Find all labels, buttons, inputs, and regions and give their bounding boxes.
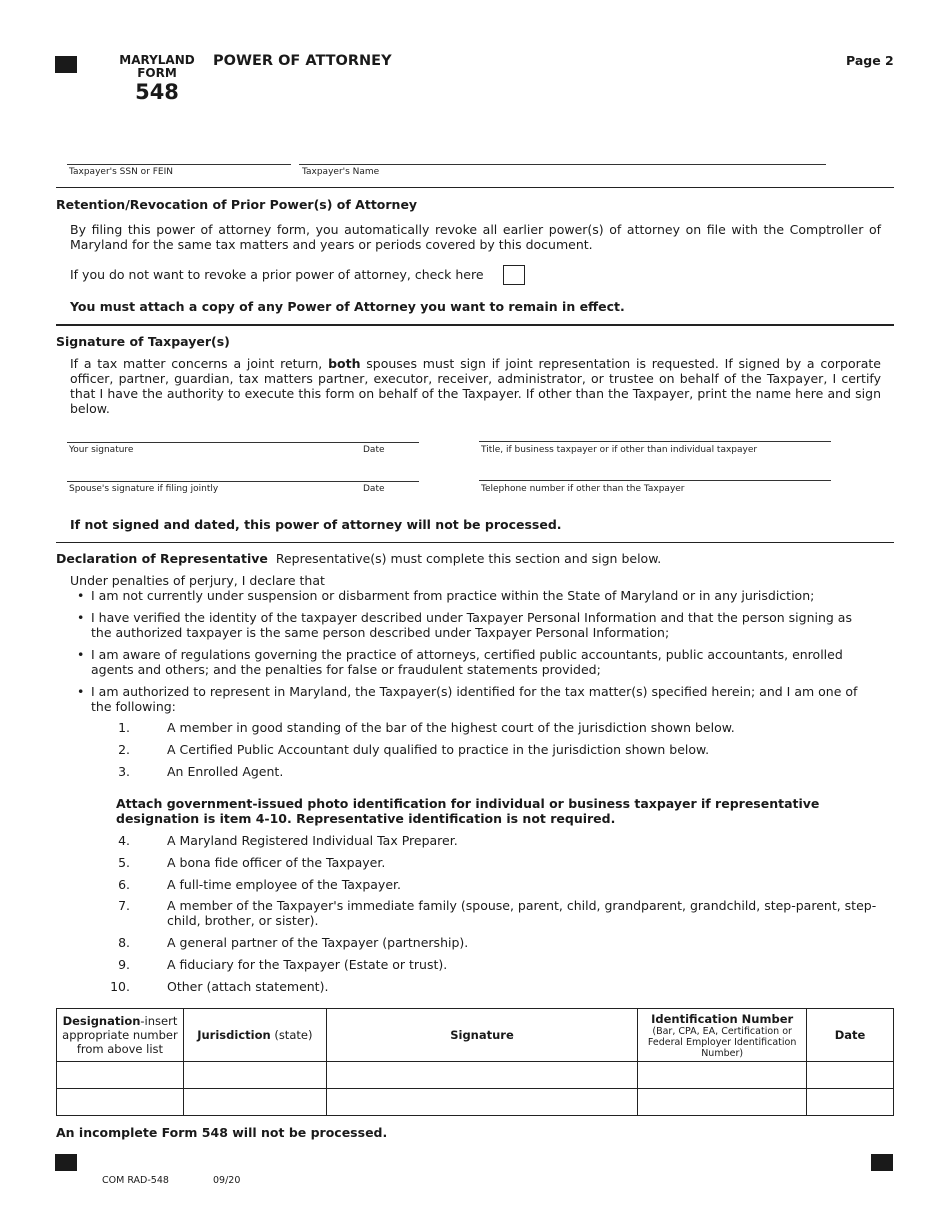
item-number: 4.: [118, 833, 130, 848]
title-label: Title, if business taxpayer or if other than individual taxpayer: [481, 445, 758, 455]
telephone-label: Telephone number if other than the Taxpayer: [481, 484, 685, 494]
signature-header: Signature: [326, 1009, 637, 1062]
table-header-row: [57, 1009, 894, 1062]
declaration-heading-row: [56, 551, 661, 566]
jurisdiction-header-bold: Jurisdiction: [197, 1028, 271, 1042]
jurisdiction-header-text: (state): [270, 1028, 313, 1042]
item-text: An Enrolled Agent.: [167, 764, 284, 779]
signature-heading: Signature of Taxpayer(s): [56, 334, 230, 349]
signature-cell[interactable]: [326, 1089, 637, 1116]
declaration-intro: Representative(s) must complete this section and sign below.: [275, 551, 662, 566]
date-cell[interactable]: [807, 1089, 894, 1116]
ssn-fein-line[interactable]: [67, 164, 291, 165]
designation-cell[interactable]: [57, 1062, 184, 1089]
item-number: 3.: [118, 764, 130, 779]
divider: [56, 542, 894, 543]
signature-cell[interactable]: [326, 1062, 637, 1089]
id-number-cell[interactable]: [638, 1089, 807, 1116]
registration-mark-bottom-right: [871, 1154, 893, 1171]
under-penalties: Under penalties of perjury, I declare that: [70, 573, 325, 588]
id-number-header-text: (Bar, CPA, EA, Certification or Federal Employer Identification Number): [647, 1025, 797, 1059]
item-number: 5.: [118, 855, 130, 870]
list-item: • I am authorized to represent in Maryland, the Taxpayer(s) identified for the tax matter(s) specified herein; and I am one of the following:: [70, 684, 875, 714]
title-line[interactable]: [479, 441, 831, 442]
date-label: Date: [363, 445, 385, 455]
table-row: [57, 1062, 894, 1089]
item-text: Other (attach statement).: [167, 979, 329, 994]
page-title: POWER OF ATTORNEY: [213, 53, 392, 69]
date-cell[interactable]: [807, 1062, 894, 1089]
jurisdiction-cell[interactable]: [183, 1089, 326, 1116]
id-number-header-bold: Identification Number: [651, 1011, 794, 1026]
your-signature-label: Your signature: [69, 445, 134, 455]
table-row: [57, 1089, 894, 1116]
id-number-cell[interactable]: [638, 1062, 807, 1089]
attach-id-note: Attach government-issued photo identification for individual or business taxpayer if representative designation is item 4-10. Representative identification is not required.: [116, 796, 820, 826]
page-number: Page 2: [846, 53, 894, 68]
divider: [56, 187, 894, 188]
signature-paragraph-bold: both: [328, 356, 361, 371]
signature-paragraph-text-rest: spouses must sign if joint representation is requested. If signed by a corporate officer, partner, guardian, tax matters partner, executor, receiver, administrator, or trustee on behalf of the Taxpayer, I certify that I have the authority to execute this form on behalf of the Taxpayer. If other than the Taxpayer, print the name here and sign below.: [70, 356, 881, 416]
id-number-header: [638, 1009, 807, 1062]
item-number: 7.: [118, 898, 130, 913]
item-text: A general partner of the Taxpayer (partnership).: [167, 935, 469, 950]
ssn-fein-label: Taxpayer's SSN or FEIN: [69, 167, 174, 177]
date-label: Date: [363, 484, 385, 494]
divider: [56, 324, 894, 326]
list-item: • I am not currently under suspension or disbarment from practice within the State of Maryland or in any jurisdiction;: [70, 588, 875, 603]
jurisdiction-header: [183, 1009, 326, 1062]
incomplete-note: An incomplete Form 548 will not be processed.: [56, 1125, 388, 1140]
item-number: 10.: [110, 979, 130, 994]
declaration-heading: Declaration of Representative: [56, 551, 268, 566]
item-text: A full-time employee of the Taxpayer.: [167, 877, 401, 892]
spouse-signature-line[interactable]: [67, 481, 419, 482]
designation-header: [57, 1009, 184, 1062]
item-text: A fiduciary for the Taxpayer (Estate or trust).: [167, 957, 448, 972]
do-not-revoke-checkbox[interactable]: [503, 265, 525, 285]
attach-copy-note: You must attach a copy of any Power of Attorney you want to remain in effect.: [70, 299, 625, 314]
item-text: A member in good standing of the bar of the highest court of the jurisdiction shown below.: [167, 720, 735, 735]
unsigned-warning: If not signed and dated, this power of attorney will not be processed.: [70, 517, 562, 532]
signature-paragraph: [70, 356, 881, 416]
revision-date: 09/20: [213, 1175, 241, 1186]
item-text: A member of the Taxpayer's immediate family (spouse, parent, child, grandparent, grandchild, step-parent, step-child, brother, or sister).: [167, 898, 877, 928]
registration-mark-bottom-left: [55, 1154, 77, 1171]
item-text: A bona fide officer of the Taxpayer.: [167, 855, 386, 870]
item-number: 1.: [118, 720, 130, 735]
representative-table: [56, 1008, 894, 1116]
item-number: 9.: [118, 957, 130, 972]
designation-header-text: -insert appropriate number from above list: [62, 1014, 178, 1056]
item-text: A Maryland Registered Individual Tax Preparer.: [167, 833, 458, 848]
taxpayer-name-label: Taxpayer's Name: [302, 167, 380, 177]
form-code: COM RAD-548: [102, 1175, 169, 1186]
item-number: 2.: [118, 742, 130, 757]
list-item: • I have verified the identity of the taxpayer described under Taxpayer Personal Information and that the person signing as the authorized taxpayer is the same person described under Taxpayer Personal Information;: [70, 610, 875, 640]
item-text: A Certified Public Accountant duly qualified to practice in the jurisdiction shown below.: [167, 742, 710, 757]
item-number: 6.: [118, 877, 130, 892]
declaration-bullets: [70, 588, 875, 721]
your-signature-line[interactable]: [67, 442, 419, 443]
jurisdiction-cell[interactable]: [183, 1062, 326, 1089]
list-item: • I am aware of regulations governing the practice of attorneys, certified public accountants, public accountants, enrolled agents and others; and the penalties for false or fraudulent statements provided;: [70, 647, 875, 677]
state-label: MARYLAND: [119, 53, 195, 67]
designation-header-bold: Designation: [62, 1014, 141, 1028]
form-word: FORM: [137, 66, 177, 80]
form-id-block: [112, 54, 202, 104]
registration-mark-top-left: [55, 56, 77, 73]
item-number: 8.: [118, 935, 130, 950]
form-number: 548: [135, 80, 179, 104]
revoke-checkbox-label: If you do not want to revoke a prior power of attorney, check here: [70, 267, 484, 282]
telephone-line[interactable]: [479, 480, 831, 481]
designation-cell[interactable]: [57, 1089, 184, 1116]
taxpayer-name-line[interactable]: [299, 164, 826, 165]
date-header: Date: [807, 1009, 894, 1062]
retention-paragraph: By filing this power of attorney form, you automatically revoke all earlier power(s) of attorney on file with the Comptroller of Maryland for the same tax matters and years or periods covered by this document.: [70, 222, 881, 252]
signature-paragraph-text: If a tax matter concerns a joint return,: [70, 356, 329, 371]
retention-heading: Retention/Revocation of Prior Power(s) of Attorney: [56, 197, 418, 212]
spouse-signature-label: Spouse's signature if filing jointly: [69, 484, 219, 494]
